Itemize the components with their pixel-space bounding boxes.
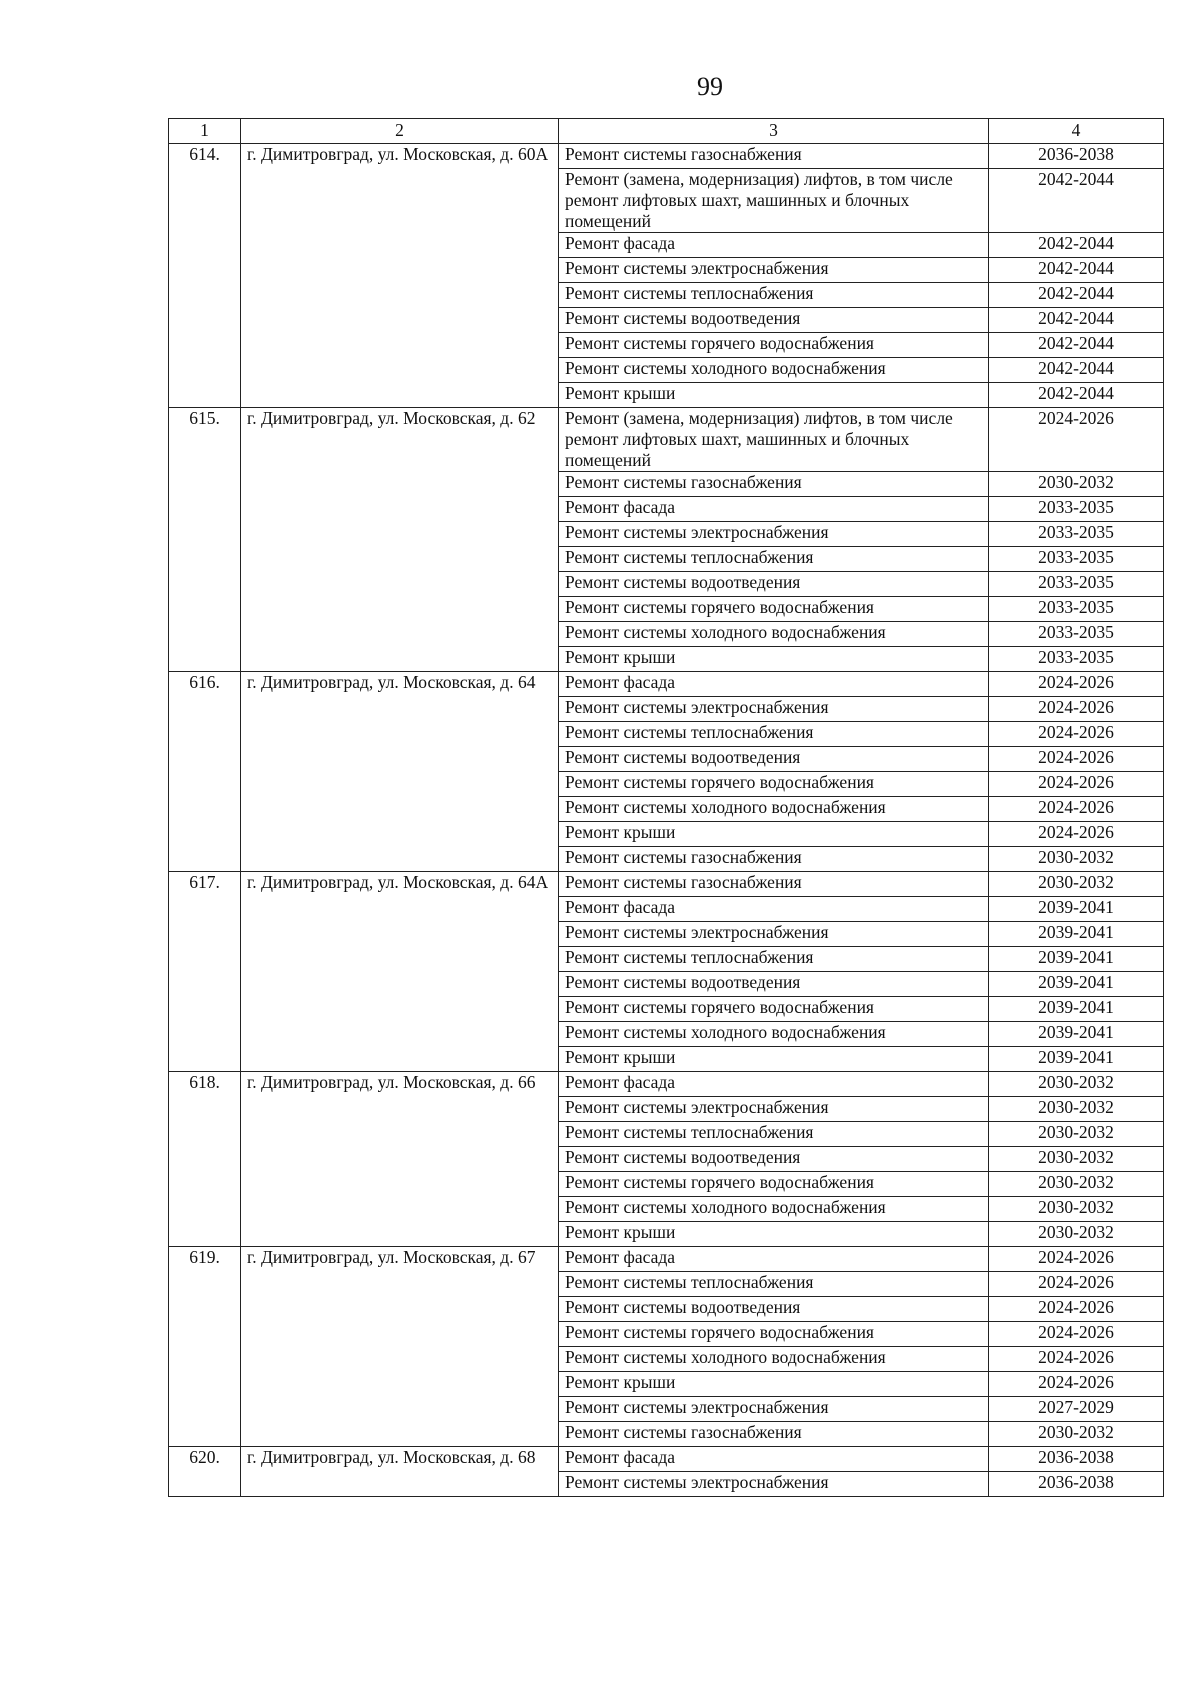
work-type: Ремонт системы холодного водоснабжения	[559, 797, 989, 822]
table-row	[169, 144, 1164, 169]
table-header-row	[169, 119, 1164, 144]
work-type: Ремонт фасада	[559, 1447, 989, 1472]
work-type: Ремонт фасада	[559, 897, 989, 922]
work-type: Ремонт системы водоотведения	[559, 308, 989, 333]
work-type: Ремонт фасада	[559, 1072, 989, 1097]
table-row	[169, 672, 1164, 697]
work-type: Ремонт фасада	[559, 233, 989, 258]
work-type: Ремонт системы горячего водоснабжения	[559, 333, 989, 358]
work-type: Ремонт системы водоотведения	[559, 1147, 989, 1172]
work-type: Ремонт системы холодного водоснабжения	[559, 1347, 989, 1372]
work-years: 2033-2035	[989, 547, 1164, 572]
work-type: Ремонт системы электроснабжения	[559, 1472, 989, 1497]
work-years: 2033-2035	[989, 497, 1164, 522]
work-type: Ремонт системы теплоснабжения	[559, 1122, 989, 1147]
work-type: Ремонт крыши	[559, 383, 989, 408]
table-row	[169, 1247, 1164, 1272]
work-years: 2030-2032	[989, 1422, 1164, 1447]
table-row	[169, 872, 1164, 897]
work-years: 2030-2032	[989, 1097, 1164, 1122]
work-years: 2042-2044	[989, 333, 1164, 358]
work-years: 2030-2032	[989, 1172, 1164, 1197]
work-years: 2024-2026	[989, 1247, 1164, 1272]
work-years: 2042-2044	[989, 169, 1164, 233]
work-type: Ремонт системы электроснабжения	[559, 1397, 989, 1422]
work-years: 2024-2026	[989, 672, 1164, 697]
work-years: 2042-2044	[989, 383, 1164, 408]
work-years: 2030-2032	[989, 472, 1164, 497]
work-years: 2030-2032	[989, 1072, 1164, 1097]
work-type: Ремонт (замена, модернизация) лифтов, в том числе ремонт лифтовых шахт, машинных и блочных помещений	[559, 169, 989, 233]
work-years: 2030-2032	[989, 1122, 1164, 1147]
work-years: 2024-2026	[989, 747, 1164, 772]
work-years: 2033-2035	[989, 647, 1164, 672]
work-type: Ремонт крыши	[559, 822, 989, 847]
work-years: 2024-2026	[989, 697, 1164, 722]
work-years: 2030-2032	[989, 1197, 1164, 1222]
work-type: Ремонт системы водоотведения	[559, 1297, 989, 1322]
work-years: 2042-2044	[989, 308, 1164, 333]
work-years: 2024-2026	[989, 408, 1164, 472]
work-years: 2024-2026	[989, 797, 1164, 822]
work-years: 2042-2044	[989, 283, 1164, 308]
work-years: 2030-2032	[989, 847, 1164, 872]
work-type: Ремонт системы теплоснабжения	[559, 283, 989, 308]
work-years: 2036-2038	[989, 144, 1164, 169]
table-row	[169, 1447, 1164, 1472]
table-row	[169, 408, 1164, 472]
work-years: 2024-2026	[989, 1322, 1164, 1347]
row-number: 619.	[169, 1247, 241, 1447]
work-type: Ремонт системы водоотведения	[559, 572, 989, 597]
work-years: 2027-2029	[989, 1397, 1164, 1422]
work-type: Ремонт системы газоснабжения	[559, 1422, 989, 1447]
work-type: Ремонт системы горячего водоснабжения	[559, 772, 989, 797]
work-type: Ремонт фасада	[559, 497, 989, 522]
work-type: Ремонт крыши	[559, 1222, 989, 1247]
work-years: 2036-2038	[989, 1472, 1164, 1497]
work-years: 2030-2032	[989, 1147, 1164, 1172]
work-years: 2030-2032	[989, 872, 1164, 897]
work-type: Ремонт системы теплоснабжения	[559, 547, 989, 572]
work-years: 2033-2035	[989, 572, 1164, 597]
work-type: Ремонт системы газоснабжения	[559, 472, 989, 497]
work-type: Ремонт системы электроснабжения	[559, 522, 989, 547]
work-years: 2033-2035	[989, 522, 1164, 547]
work-years: 2024-2026	[989, 1372, 1164, 1397]
table-row	[169, 1072, 1164, 1097]
work-type: Ремонт системы газоснабжения	[559, 872, 989, 897]
repair-schedule-table	[168, 118, 1164, 1497]
work-type: Ремонт крыши	[559, 647, 989, 672]
work-type: Ремонт крыши	[559, 1372, 989, 1397]
work-type: Ремонт системы электроснабжения	[559, 1097, 989, 1122]
work-years: 2042-2044	[989, 233, 1164, 258]
work-years: 2039-2041	[989, 947, 1164, 972]
work-type: Ремонт системы водоотведения	[559, 972, 989, 997]
work-years: 2024-2026	[989, 722, 1164, 747]
work-years: 2030-2032	[989, 1222, 1164, 1247]
building-address: г. Димитровград, ул. Московская, д. 67	[241, 1247, 559, 1447]
work-type: Ремонт системы холодного водоснабжения	[559, 1197, 989, 1222]
work-type: Ремонт системы газоснабжения	[559, 847, 989, 872]
work-type: Ремонт фасада	[559, 1247, 989, 1272]
work-type: Ремонт фасада	[559, 672, 989, 697]
row-number: 617.	[169, 872, 241, 1072]
work-years: 2039-2041	[989, 922, 1164, 947]
work-years: 2024-2026	[989, 1347, 1164, 1372]
work-type: Ремонт системы горячего водоснабжения	[559, 1172, 989, 1197]
column-header-years: 4	[989, 119, 1164, 144]
row-number: 615.	[169, 408, 241, 672]
building-address: г. Димитровград, ул. Московская, д. 66	[241, 1072, 559, 1247]
work-years: 2039-2041	[989, 1047, 1164, 1072]
work-type: Ремонт системы горячего водоснабжения	[559, 1322, 989, 1347]
row-number: 614.	[169, 144, 241, 408]
building-address: г. Димитровград, ул. Московская, д. 64	[241, 672, 559, 872]
work-type: Ремонт системы газоснабжения	[559, 144, 989, 169]
building-address: г. Димитровград, ул. Московская, д. 60А	[241, 144, 559, 408]
work-years: 2036-2038	[989, 1447, 1164, 1472]
work-type: Ремонт системы холодного водоснабжения	[559, 358, 989, 383]
work-years: 2024-2026	[989, 1297, 1164, 1322]
work-type: Ремонт системы теплоснабжения	[559, 947, 989, 972]
work-type: Ремонт системы электроснабжения	[559, 922, 989, 947]
building-address: г. Димитровград, ул. Московская, д. 62	[241, 408, 559, 672]
page-number: 99	[697, 72, 723, 101]
work-years: 2033-2035	[989, 622, 1164, 647]
row-number: 618.	[169, 1072, 241, 1247]
work-years: 2024-2026	[989, 772, 1164, 797]
work-type: Ремонт системы водоотведения	[559, 747, 989, 772]
column-header-address: 2	[241, 119, 559, 144]
work-years: 2039-2041	[989, 897, 1164, 922]
work-years: 2039-2041	[989, 997, 1164, 1022]
column-header-work: 3	[559, 119, 989, 144]
work-years: 2024-2026	[989, 822, 1164, 847]
work-type: Ремонт системы холодного водоснабжения	[559, 1022, 989, 1047]
row-number: 616.	[169, 672, 241, 872]
work-years: 2024-2026	[989, 1272, 1164, 1297]
work-years: 2033-2035	[989, 597, 1164, 622]
building-address: г. Димитровград, ул. Московская, д. 64А	[241, 872, 559, 1072]
work-type: Ремонт крыши	[559, 1047, 989, 1072]
work-years: 2039-2041	[989, 1022, 1164, 1047]
work-years: 2042-2044	[989, 258, 1164, 283]
column-header-number: 1	[169, 119, 241, 144]
work-type: Ремонт системы электроснабжения	[559, 697, 989, 722]
work-type: Ремонт системы горячего водоснабжения	[559, 997, 989, 1022]
row-number: 620.	[169, 1447, 241, 1497]
work-years: 2042-2044	[989, 358, 1164, 383]
work-years: 2039-2041	[989, 972, 1164, 997]
work-type: Ремонт (замена, модернизация) лифтов, в том числе ремонт лифтовых шахт, машинных и блочных помещений	[559, 408, 989, 472]
work-type: Ремонт системы холодного водоснабжения	[559, 622, 989, 647]
work-type: Ремонт системы теплоснабжения	[559, 1272, 989, 1297]
building-address: г. Димитровград, ул. Московская, д. 68	[241, 1447, 559, 1497]
work-type: Ремонт системы электроснабжения	[559, 258, 989, 283]
work-type: Ремонт системы теплоснабжения	[559, 722, 989, 747]
work-type: Ремонт системы горячего водоснабжения	[559, 597, 989, 622]
